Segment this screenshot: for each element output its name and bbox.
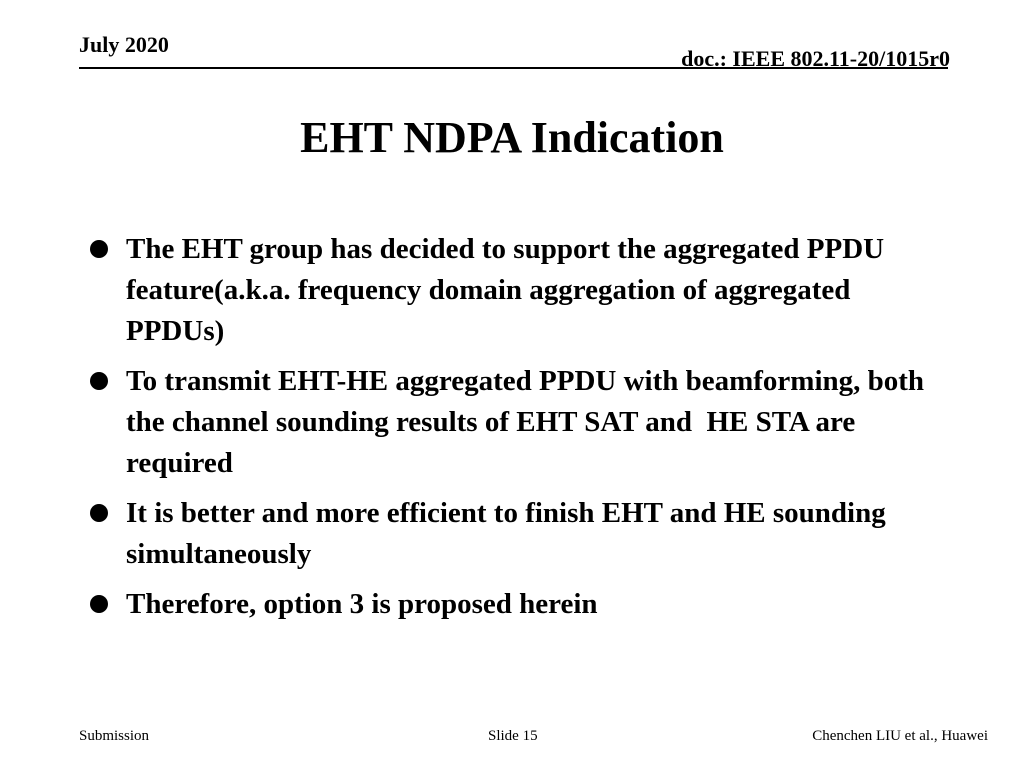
bullet-text: Therefore, option 3 is proposed herein (126, 588, 598, 620)
bullet-text: It is better and more efficient to finish EHT and HE sounding simultaneously (126, 497, 886, 570)
bullet-dot-icon (90, 240, 108, 258)
bullet-item (84, 584, 944, 625)
bullet-item (84, 493, 944, 575)
header-doc-id: doc.: IEEE 802.11-20/1015r0 (681, 46, 950, 71)
bullet-dot-icon (90, 372, 108, 390)
bullet-list (84, 229, 944, 634)
bullet-dot-icon (90, 504, 108, 522)
slide-title: EHT NDPA Indication (300, 113, 724, 162)
bullet-dot-icon (90, 595, 108, 613)
bullet-text: To transmit EHT-HE aggregated PPDU with beamforming, both the channel sounding results of EHT SAT and HE STA are required (126, 365, 932, 479)
header-divider (79, 67, 948, 69)
footer-slide-number: Slide 15 (488, 728, 538, 744)
bullet-item (84, 361, 944, 484)
footer-author: Chenchen LIU et al., Huawei (812, 728, 988, 744)
header-date: July 2020 (79, 32, 169, 57)
bullet-item (84, 229, 944, 352)
footer-submission: Submission (79, 728, 150, 744)
bullet-text: The EHT group has decided to support the aggregated PPDU feature(a.k.a. frequency domain aggregation of aggregated PPDUs) (126, 233, 885, 347)
